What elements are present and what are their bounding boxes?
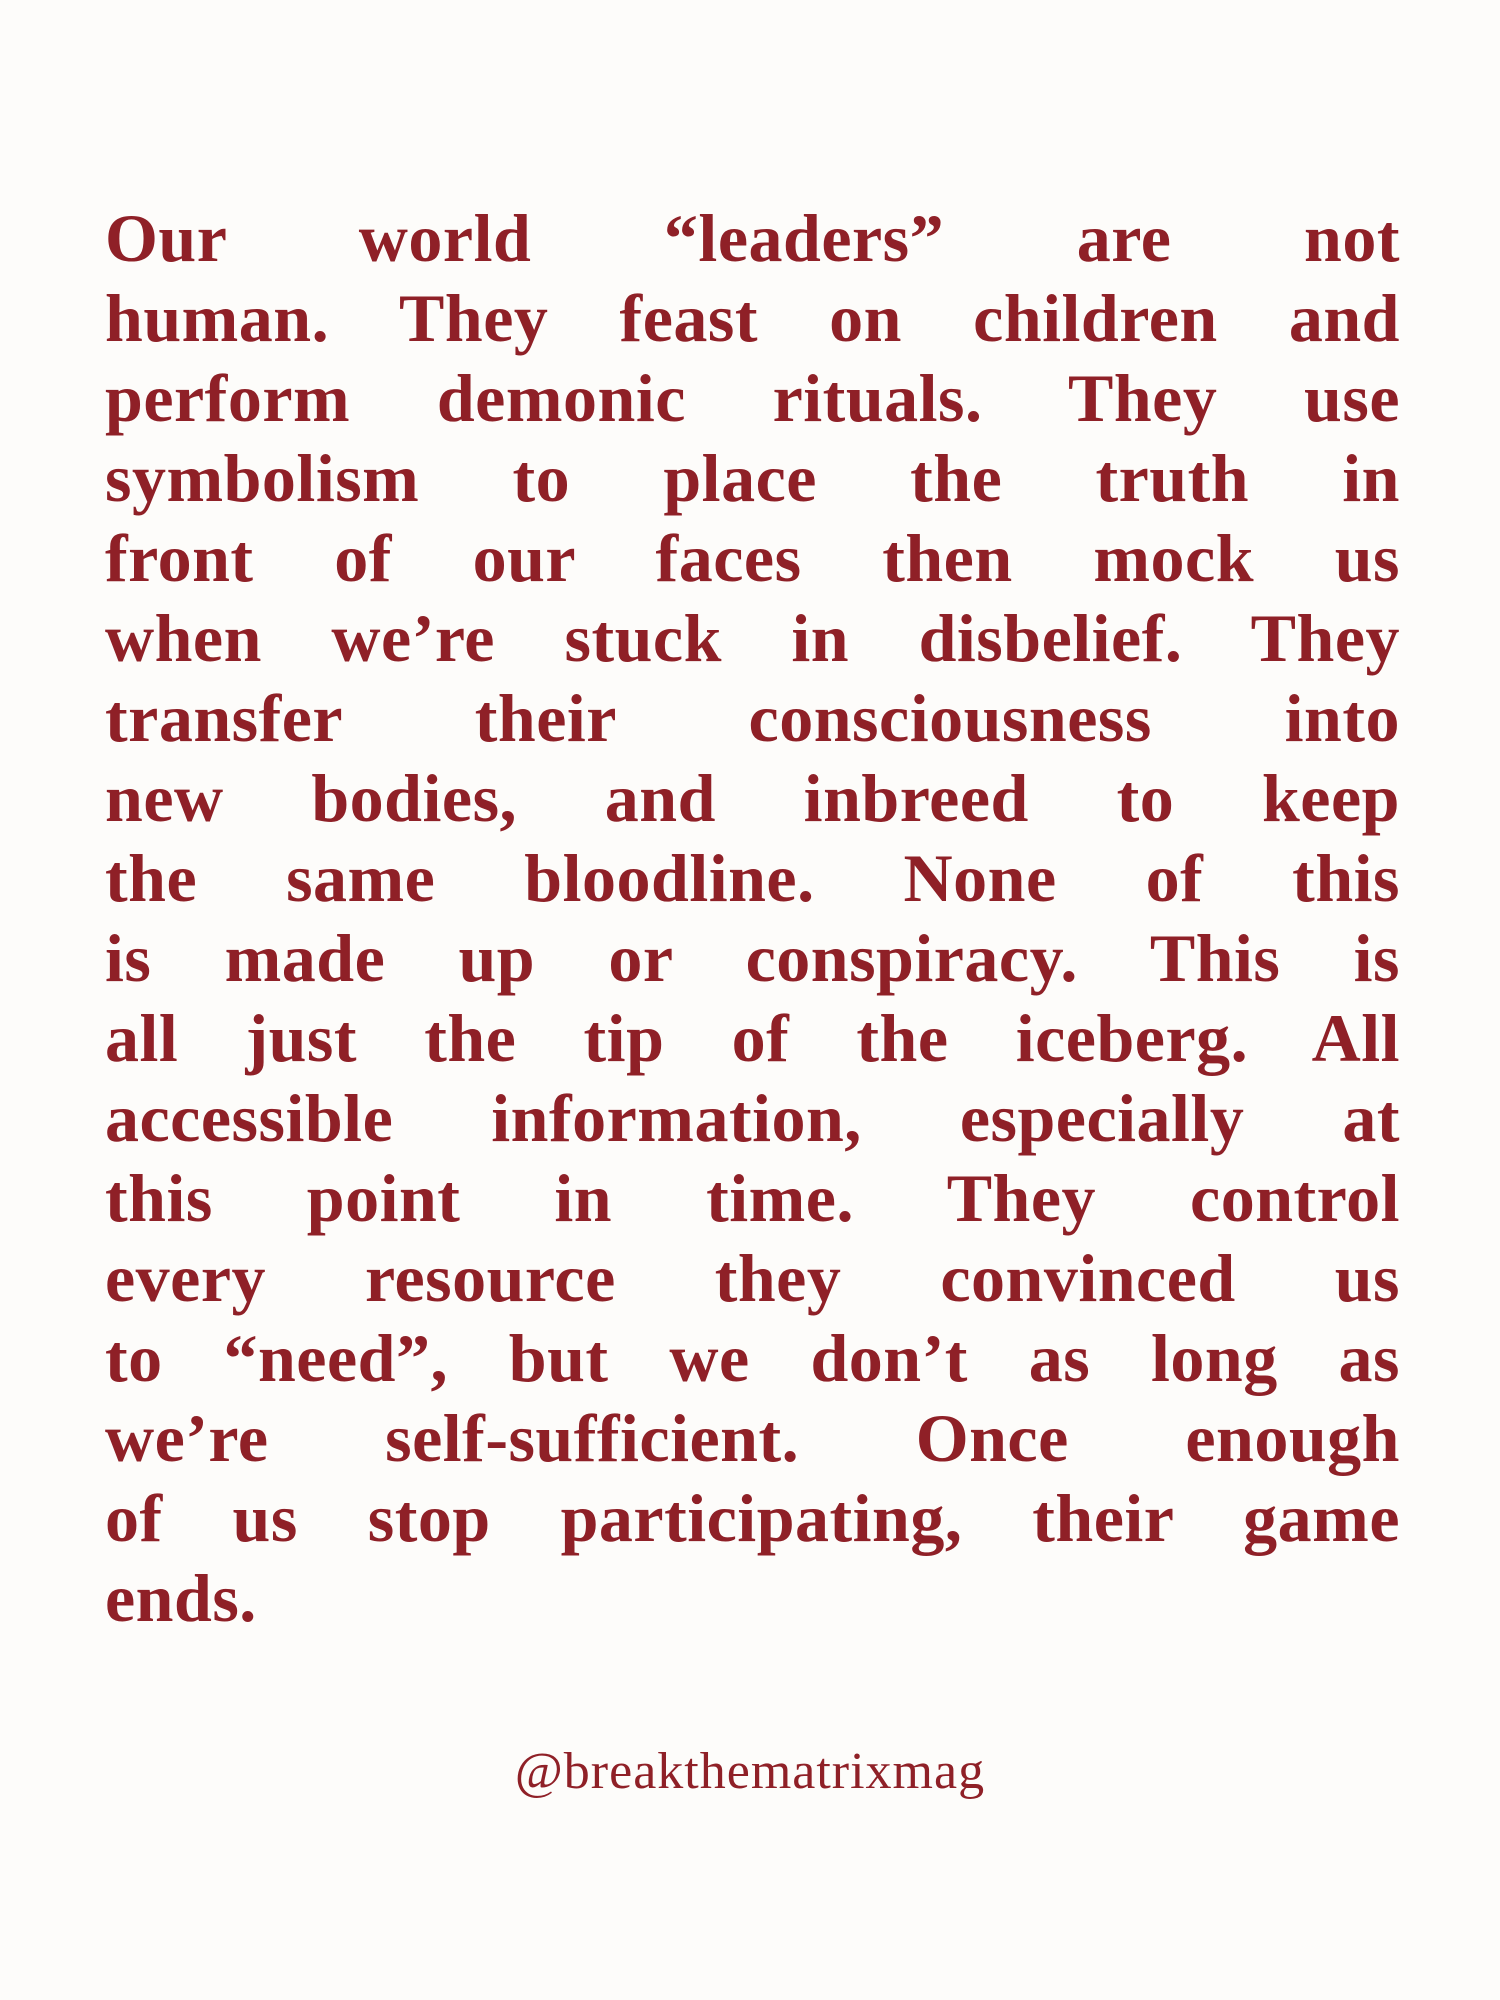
- quote-text-block: [105, 198, 1400, 1638]
- quote-line: perform demonic rituals. They use: [105, 360, 1400, 436]
- quote-line: front of our faces then mock us: [105, 520, 1400, 596]
- account-handle: @breakthematrixmag: [514, 1743, 986, 1800]
- quote-line: ends.: [105, 1560, 257, 1636]
- quote-line: transfer their consciousness into: [105, 680, 1400, 756]
- quote-line: new bodies, and inbreed to keep: [105, 760, 1400, 836]
- quote-line: is made up or conspiracy. This is: [105, 920, 1400, 996]
- quote-line: to “need”, but we don’t as long as: [105, 1320, 1400, 1396]
- quote-line: the same bloodline. None of this: [105, 840, 1400, 916]
- quote-line: we’re self-sufficient. Once enough: [105, 1400, 1400, 1476]
- quote-line: human. They feast on children and: [105, 280, 1400, 356]
- quote-line: symbolism to place the truth in: [105, 440, 1400, 516]
- quote-line: when we’re stuck in disbelief. They: [105, 600, 1400, 676]
- quote-line: all just the tip of the iceberg. All: [105, 1000, 1400, 1076]
- quote-line: accessible information, especially at: [105, 1080, 1400, 1156]
- quote-line: Our world “leaders” are not: [105, 200, 1400, 276]
- quote-line: every resource they convinced us: [105, 1240, 1400, 1316]
- quote-line: of us stop participating, their game: [105, 1480, 1400, 1556]
- quote-line: this point in time. They control: [105, 1160, 1400, 1236]
